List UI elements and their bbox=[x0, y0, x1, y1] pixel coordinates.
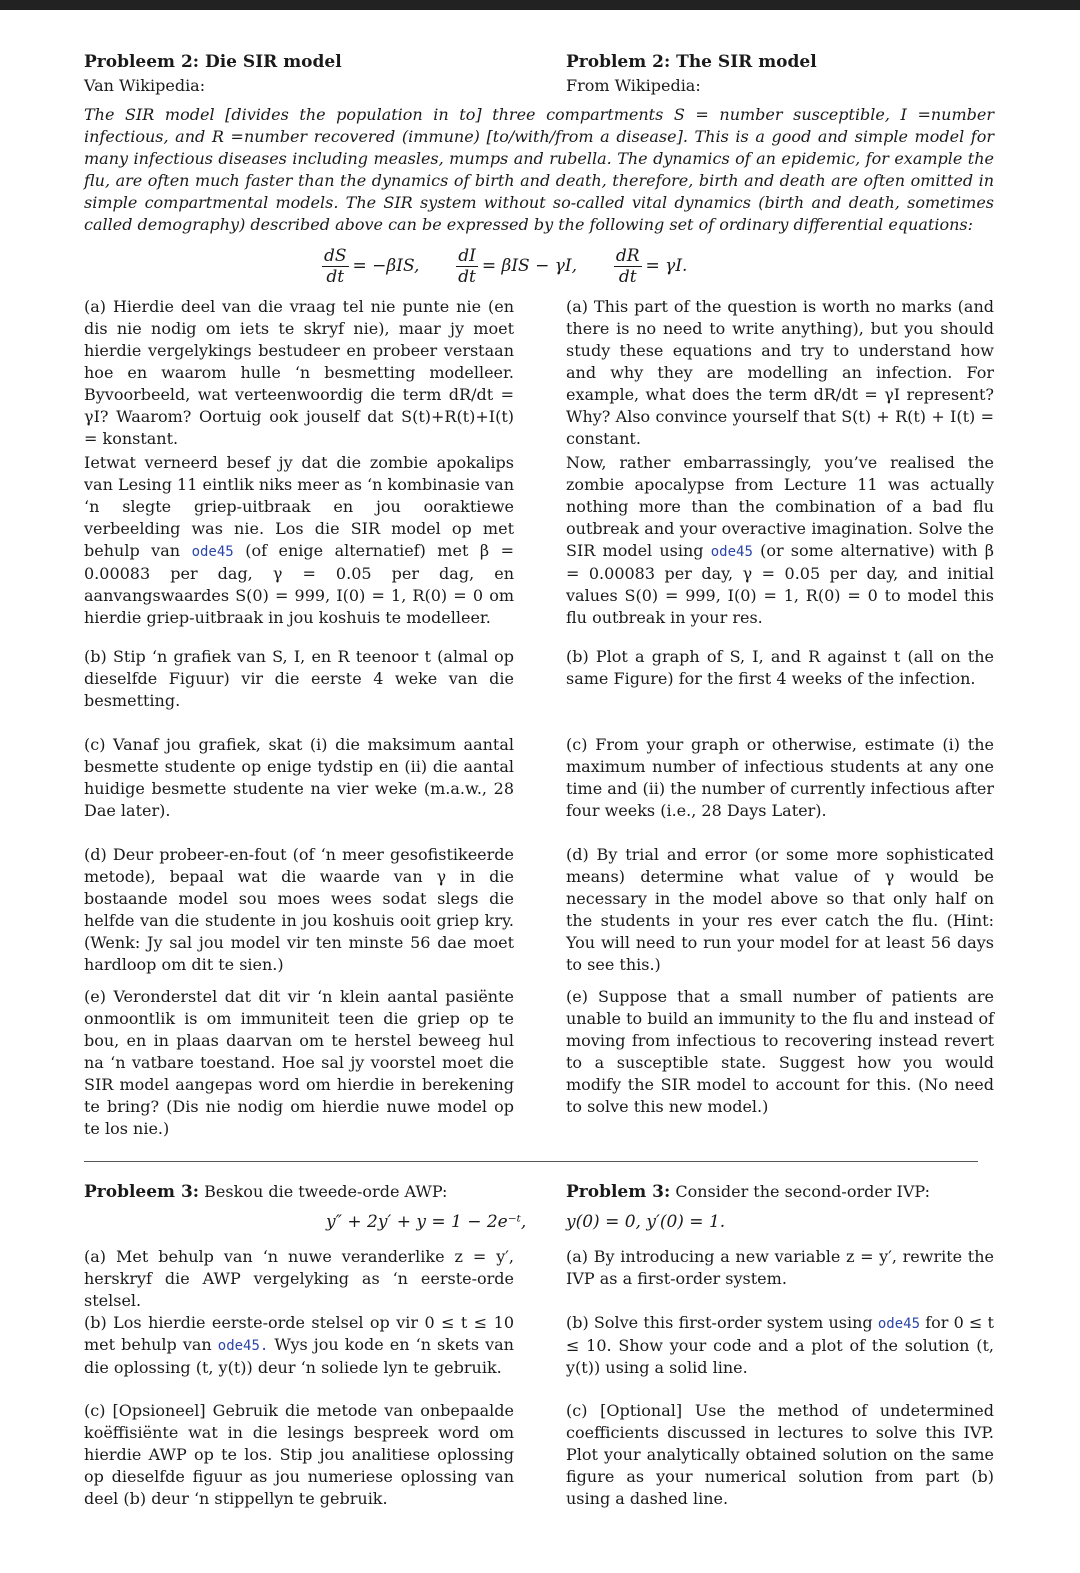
sir-equations bbox=[318, 246, 687, 287]
p3-part-b-en: (b) Solve this first-order system using ode45 for 0 ≤ t ≤ 10. Show your code and a plot of the solution (t, y(t)) using a solid line. bbox=[566, 1313, 994, 1377]
ode45-code: ode45. bbox=[217, 1338, 269, 1354]
ivp-initial-conditions: y(0) = 0, y′(0) = 1. bbox=[566, 1212, 726, 1232]
p2-zombie-en: Now, rather embarrassingly, you’ve realised the zombie apocalypse from Lecture 11 was actually nothing more than the combination of a bad flu outbreak and your overactive imagination. Solve the SIR model using ode45 (or some alternative) with β = 0.00083 per day, γ = 0.05 per day, and initial values S(0) = 999, I(0) = 1, R(0) = 0 to model this flu outbreak in your res. bbox=[566, 453, 995, 627]
problem3-heading-af bbox=[84, 1182, 447, 1202]
ode45-code: ode45 bbox=[710, 544, 753, 560]
ivp-equation: y″ + 2y′ + y = 1 − 2e⁻ᵗ, bbox=[326, 1212, 527, 1232]
problem2-source-af: Van Wikipedia: bbox=[84, 76, 206, 95]
p2-part-d-en: (d) By trial and error (or some more sophisticated means) determine what value of γ would be necessary in the model above so that only half on the students in your res ever catch the flu. (Hint: You will need to run your model for at least 56 days to see this.) bbox=[566, 845, 994, 974]
problem3-title-af: Probleem 3: bbox=[84, 1182, 200, 1202]
problem2-title-en: Problem 2: The SIR model bbox=[566, 52, 817, 72]
eq3-fraction: $\frac{dR}{dt}$ bbox=[615, 246, 640, 287]
problem3-title-en: Problem 3: bbox=[566, 1182, 671, 1202]
ode45-code: ode45 bbox=[191, 544, 234, 560]
eq1-rhs: = −βIS, bbox=[352, 256, 420, 276]
p2-part-c-en: (c) From your graph or otherwise, estimate (i) the maximum number of infectious students at any one time and (ii) the number of currently infectious after four weeks (i.e., 28 Days Later). bbox=[566, 735, 994, 820]
p2-part-c-af: (c) Vanaf jou grafiek, skat (i) die maksimum aantal besmette studente op enige tydstip en (ii) die aantal huidige besmette studente na vier weke (m.a.w., 28 Dae later). bbox=[84, 735, 514, 820]
sir-intro-paragraph: The SIR model [divides the population in to] three compartments S = number susceptible, I =number infectious, and R =number recovered (immune) [to/with/from a disease]. This is a good and simple model for many infectious diseases including measles, mumps and rubella. The dynamics of an epidemic, for example the flu, are often much faster than the dynamics of birth and death, therefore, birth and death are often omitted in simple compartmental models. The SIR system without so-called vital dynamics (birth and death, sometimes called demography) described above can be expressed by the following set of ordinary differential equations: bbox=[84, 105, 994, 234]
p2-part-e-en: (e) Suppose that a small number of patients are unable to build an immunity to the flu and instead of moving from infectious to recovering instead revert to a susceptible state. Suggest how you would modify the SIR model to account for this. (No need to solve this new model.) bbox=[566, 987, 994, 1116]
eq3-rhs: = γI. bbox=[645, 256, 688, 276]
p3-part-c-en: (c) [Optional] Use the method of undetermined coefficients discussed in lectures to solve this IVP. Plot your analytically obtained solution on the same figure as your numerical solution from part (b) using a dashed line. bbox=[566, 1401, 994, 1508]
p2-part-b-en: (b) Plot a graph of S, I, and R against t (all on the same Figure) for the first 4 weeks of the infection. bbox=[566, 647, 994, 688]
problem3-subtitle-en: Consider the second-order IVP: bbox=[675, 1182, 930, 1201]
problem2-source-en: From Wikipedia: bbox=[566, 76, 701, 95]
p2-part-e-af: (e) Veronderstel dat dit vir ‘n klein aantal pasiënte onmoontlik is om immuniteit teen die griep op te bou, en in plaas daarvan om te herstel beweeg hul na ‘n vatbare toestand. Hoe sal jy voorstel moet die SIR model aangepas word om hierdie in berekening te bring? (Dis nie nodig om hierdie nuwe model op te los nie.) bbox=[84, 987, 514, 1138]
problem2-title-af: Probleem 2: Die SIR model bbox=[84, 52, 342, 72]
p3-part-a-af: (a) Met behulp van ‘n nuwe veranderlike z = y′, herskryf die AWP vergelyking as ‘n eerste-orde stelsel. bbox=[84, 1247, 514, 1310]
section-divider bbox=[84, 1161, 978, 1162]
p2-part-a-af: (a) Hierdie deel van die vraag tel nie punte nie (en dis nie nodig om iets te skryf nie), maar jy moet hierdie vergelykings bestudeer en probeer verstaan hoe en waarom hulle ‘n besmetting modelleer. Byvoorbeeld, wat verteenwoordig die term dR/dt = γI? Waarom? Oortuig ook jouself dat S(t)+R(t)+I(t) = konstant. bbox=[84, 297, 514, 448]
p2-part-a-en: (a) This part of the question is worth no marks (and there is no need to write anything), but you should study these equations and try to understand how and why they are modelling an infection. For example, what does the term dR/dt = γI represent? Why? Also convince yourself that S(t) + R(t) + I(t) = constant. bbox=[566, 297, 994, 448]
eq2-rhs: = βIS − γI, bbox=[481, 256, 578, 276]
p3-part-b-af: (b) Los hierdie eerste-orde stelsel op vir 0 ≤ t ≤ 10 met behulp van ode45. Wys jou kode en ‘n skets van die oplossing (t, y(t)) deur ‘n soliede lyn te gebruik. bbox=[84, 1313, 514, 1377]
problem3-heading-en bbox=[566, 1182, 930, 1202]
problem3-subtitle-af: Beskou die tweede-orde AWP: bbox=[204, 1182, 448, 1201]
ode45-code: ode45 bbox=[877, 1316, 921, 1332]
p3-part-a-en: (a) By introducing a new variable z = y′, rewrite the IVP as a first-order system. bbox=[566, 1247, 994, 1288]
eq2-fraction: $\frac{dI}{dt}$ bbox=[458, 246, 476, 287]
p2-part-d-af: (d) Deur probeer-en-fout (of ‘n meer gesofistikeerde metode), bepaal wat die waarde van γ in die bostaande model sou moes wees sodat slegs die helfde van die studente in jou koshuis ooit griep kry. (Wenk: Jy sal jou model vir ten minste 56 dae moet hardloop om dit te sien.) bbox=[84, 845, 514, 974]
p2-part-b-af: (b) Stip ‘n grafiek van S, I, en R teenoor t (almal op dieselfde Figuur) vir die eerste 4 weke van die besmetting. bbox=[84, 647, 514, 710]
p2-zombie-af: Ietwat verneerd besef jy dat die zombie apokalips van Lesing 11 eintlik niks meer as ‘n kombinasie van ‘n slegte griep-uitbraak en jou ooraktiewe verbeelding was nie. Los die SIR model op met behulp van ode45 (of enige alternatief) met β = 0.00083 per dag, γ = 0.05 per dag, en aanvangswaardes S(0) = 999, I(0) = 1, R(0) = 0 om hierdie griep-uitbraak in jou koshuis te modelleer. bbox=[84, 453, 515, 627]
eq1-fraction: $\frac{dS}{dt}$ bbox=[324, 246, 347, 287]
p3-part-c-af: (c) [Opsioneel] Gebruik die metode van onbepaalde koëffisiënte wat in die lesings bespreek word om hierdie AWP op te los. Stip jou analitiese oplossing op dieselfde figuur as jou numeriese oplossing van deel (b) deur ‘n stippellyn te gebruik. bbox=[84, 1401, 514, 1508]
